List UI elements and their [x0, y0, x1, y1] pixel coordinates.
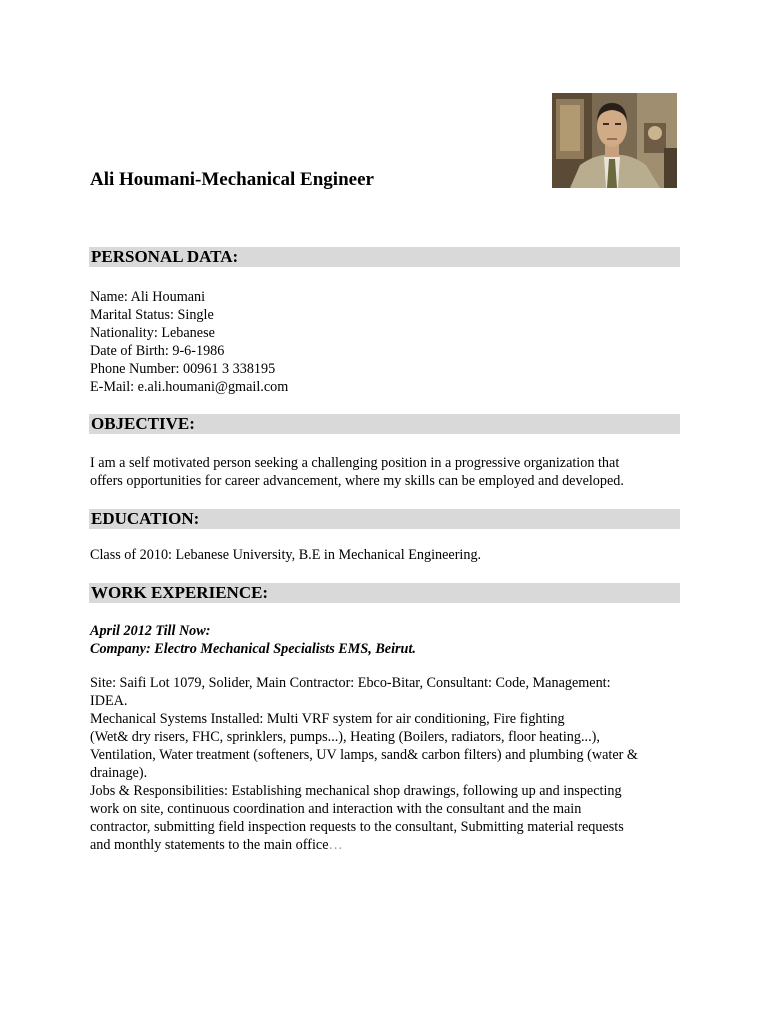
objective-text — [90, 454, 682, 490]
personal-nationality: Nationality: Lebanese — [90, 325, 215, 341]
profile-photo — [552, 93, 677, 188]
work-line: Site: Saifi Lot 1079, Solider, Main Contractor: Ebco-Bitar, Consultant: Code, Management: — [90, 675, 611, 691]
work-line-last — [90, 836, 682, 854]
personal-date-of-birth: Date of Birth: 9-6-1986 — [90, 343, 225, 359]
section-heading-work-experience: WORK EXPERIENCE: — [89, 583, 680, 603]
work-line: Mechanical Systems Installed: Multi VRF system for air conditioning, Fire fighting — [90, 711, 565, 727]
work-line: (Wet& dry risers, FHC, sprinklers, pumps...), Heating (Boilers, radiators, floor heating...), — [90, 729, 600, 745]
work-period: April 2012 Till Now: — [90, 623, 211, 639]
work-line: contractor, submitting field inspection requests to the consultant, Submitting material requests — [90, 819, 624, 835]
personal-data-block — [90, 288, 682, 396]
personal-name: Name: Ali Houmani — [90, 289, 206, 305]
personal-marital-status: Marital Status: Single — [90, 307, 214, 323]
work-last-line-text: and monthly statements to the main office — [90, 837, 329, 853]
work-line: IDEA. — [90, 693, 128, 709]
work-description — [90, 674, 682, 854]
work-line: drainage). — [90, 765, 148, 781]
section-heading-personal-data: PERSONAL DATA: — [89, 247, 680, 267]
resume-title: Ali Houmani-Mechanical Engineer — [90, 169, 374, 190]
work-line: Jobs & Responsibilities: Establishing mechanical shop drawings, following up and inspecting — [90, 783, 622, 799]
education-line: Class of 2010: Lebanese University, B.E in Mechanical Engineering. — [90, 547, 482, 563]
personal-phone: Phone Number: 00961 3 338195 — [90, 361, 276, 377]
education-text — [90, 546, 682, 564]
section-heading-objective: OBJECTIVE: — [89, 414, 680, 434]
personal-email: E-Mail: e.ali.houmani@gmail.com — [90, 379, 289, 395]
objective-line: offers opportunities for career advancement, where my skills can be employed and developed. — [90, 473, 624, 489]
work-line: work on site, continuous coordination and interaction with the consultant and the main — [90, 801, 582, 817]
work-company: Company: Electro Mechanical Specialists EMS, Beirut. — [90, 641, 416, 657]
work-job-header — [90, 622, 682, 658]
truncation-ellipsis: … — [328, 837, 343, 853]
work-line: Ventilation, Water treatment (softeners, UV lamps, sand& carbon filters) and plumbing (water & — [90, 747, 638, 763]
objective-line: I am a self motivated person seeking a challenging position in a progressive organization that — [90, 455, 620, 471]
section-heading-education: EDUCATION: — [89, 509, 680, 529]
